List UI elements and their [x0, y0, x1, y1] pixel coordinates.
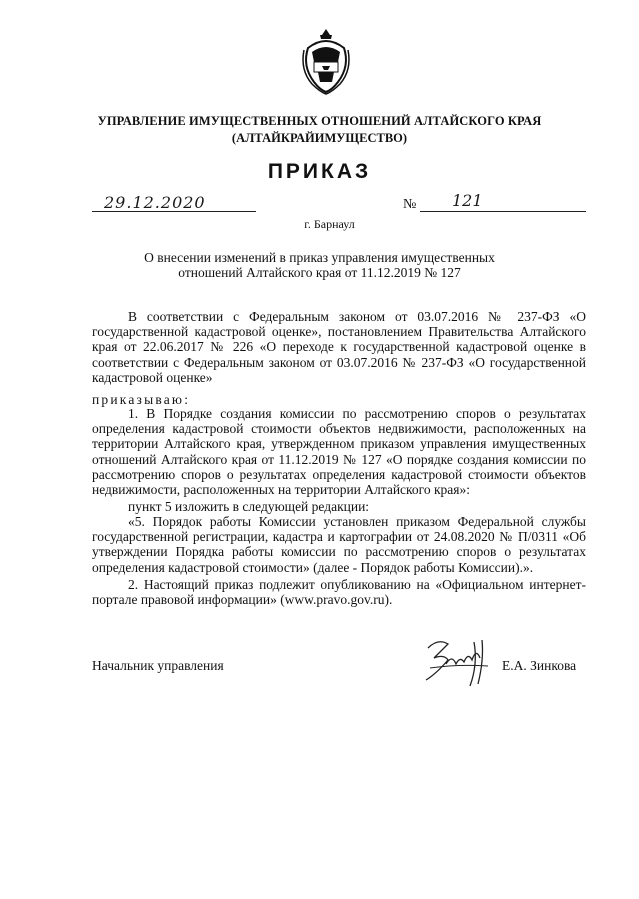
order-subject — [0, 250, 639, 280]
decree-word: приказываю: — [92, 392, 191, 407]
number-underline — [420, 211, 586, 212]
date-underline — [92, 211, 256, 212]
document-title: ПРИКАЗ — [267, 160, 372, 183]
signature-image — [418, 634, 496, 690]
order-number: 121 — [452, 191, 483, 210]
coat-of-arms-emblem — [298, 26, 354, 96]
city: г. Барнаул — [304, 217, 355, 231]
organization-name: УПРАВЛЕНИЕ ИМУЩЕСТВЕННЫХ ОТНОШЕНИЙ АЛТАЙСКОГО КРАЯ — [97, 114, 542, 128]
subject-line-1: О внесении изменений в приказ управления имущественных — [144, 250, 495, 265]
subject-line-2: отношений Алтайского края от 11.12.2019 № 127 — [178, 265, 461, 280]
item-2-paragraph: 2. Настоящий приказ подлежит опубликованию на «Официальном интернет-портале правовой информации» (www.pravo.gov.ru). — [92, 577, 586, 608]
item-1-paragraph: 1. В Порядке создания комиссии по рассмотрению споров о результатах определения кадастровой стоимости объектов недвижимости, расположенных на территории Алтайского края, утвержденном приказом управления имущественных отношений Алтайского края от 11.12.2019 № 127 «О порядке создания комиссии по рассмотрению споров о результатах определения кадастровой стоимости объектов недвижимости, расположенных на территории Алтайского края»: — [92, 406, 586, 498]
signer-title: Начальник управления — [92, 658, 224, 673]
intro-paragraph: В соответствии с Федеральным законом от 03.07.2016 № 237-ФЗ «О государственной кадастровой оценке», постановлением Правительства Алтайского края от 22.06.2017 № 226 «О переходе к государственной кадастровой оценке в соответствии с Федеральным законом от 03.07.2016 № 237-ФЗ «О государственной кадастровой оценке» — [92, 309, 586, 385]
signer-name: Е.А. Зинкова — [502, 658, 577, 673]
order-date: 29.12.2020 — [104, 193, 206, 212]
number-label: № — [403, 197, 417, 212]
item-1-quote: «5. Порядок работы Комиссии установлен приказом Федеральной службы государственной регистрации, кадастра и картографии от 24.08.2020 № П/0311 «Об утверждении Порядка работы комиссии по рассмотрению споров о результатах определения кадастровой стоимости» (далее - Порядок работы Комиссии).». — [92, 514, 586, 575]
item-1-subparagraph: пункт 5 изложить в следующей редакции: — [128, 499, 370, 514]
organization-short-name: (АЛТАЙКРАЙИМУЩЕСТВО) — [231, 131, 408, 145]
